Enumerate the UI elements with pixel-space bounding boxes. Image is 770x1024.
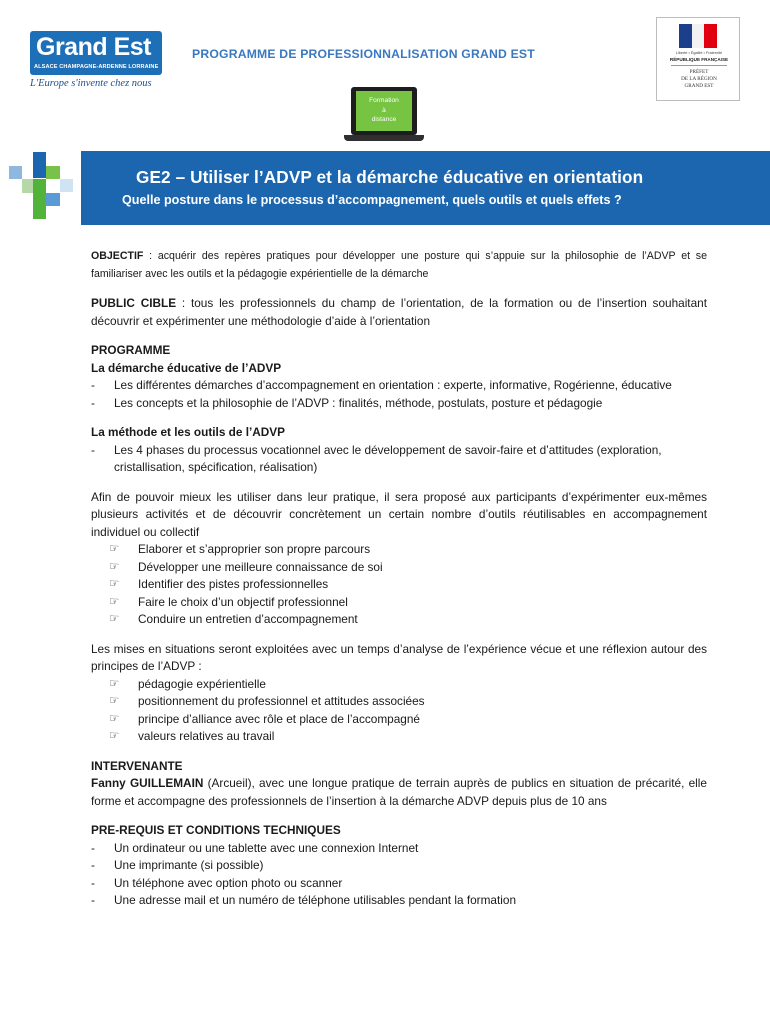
logo-tagline: L'Europe s'invente chez nous (30, 78, 152, 89)
deco-square (33, 152, 46, 178)
list-item (109, 711, 707, 729)
logo-sub-text: ALSACE CHAMPAGNE-ARDENNE LORRAINE (34, 64, 159, 70)
list-item-text: pédagogie expérientielle (138, 676, 266, 691)
prefet-name-line: GRAND EST (684, 83, 714, 89)
prefet-name-line: DE LA RÉGION (681, 76, 717, 82)
activities-list (109, 541, 707, 629)
programme-paragraph-2: Les mises en situations seront exploitées avec un temps d’analyse de l’expérience vécue et une réflexion autour des principes de l’ADVP : (91, 641, 707, 673)
pointing-hand-icon: ☞ (109, 613, 120, 625)
laptop-icon (344, 87, 424, 145)
list-item (109, 693, 707, 711)
list-item-text: Elaborer et s’approprier son propre parcours (138, 542, 371, 556)
list-item: - Une adresse mail et un numéro de téléphone utilisables pendant la formation (91, 892, 707, 910)
list-item (109, 611, 707, 629)
section2-title: La méthode et les outils de l’ADVP (91, 425, 286, 439)
laptop-base (344, 135, 424, 141)
deco-square (9, 166, 22, 179)
list-item: - Les 4 phases du processus vocationnel avec le développement de savoir-faire et d’attitudes (exploration, cristallisation, spécification, réalisation) (91, 442, 707, 477)
list-item (109, 594, 707, 612)
deco-square (33, 179, 46, 219)
prefet-logo (656, 17, 740, 101)
list-item-text: Conduire un entretien d’accompagnement (138, 612, 358, 626)
pointing-hand-icon: ☞ (109, 695, 120, 707)
programme-title: PROGRAMME DE PROFESSIONNALISATION GRAND EST (192, 47, 535, 61)
pointing-hand-icon: ☞ (109, 543, 120, 555)
intervenante-name: Fanny GUILLEMAIN (91, 776, 204, 790)
deco-square (22, 179, 33, 193)
programme-heading: PROGRAMME (91, 343, 171, 357)
banner-title: GE2 – Utiliser l’ADVP et la démarche éducative en orientation (136, 167, 644, 187)
deco-square (46, 166, 60, 179)
prefet-name (657, 69, 741, 90)
prefet-divider (671, 65, 727, 66)
list-item (109, 676, 707, 694)
list-item: - Une imprimante (si possible) (91, 857, 707, 875)
list-item: - Un ordinateur ou une tablette avec une connexion Internet (91, 840, 707, 858)
pointing-hand-icon: ☞ (109, 677, 120, 690)
list-item-text: positionnement du professionnel et attitudes associées (138, 694, 425, 708)
objectif-text: : acquérir des repères pratiques pour développer une posture qui s’appuie sur la philosophie de l’ADVP et se familiariser avec les outils et la pédagogie expérientielle de la démarche (91, 250, 707, 280)
list-item (109, 541, 707, 559)
deco-square (46, 193, 60, 206)
public-paragraph (91, 295, 707, 330)
section1-title: La démarche éducative de l’ADVP (91, 360, 282, 375)
pointing-hand-icon: ☞ (109, 730, 120, 742)
list-item (109, 576, 707, 594)
marianne-flag-icon (679, 24, 717, 48)
list-item: - Un téléphone avec option photo ou scanner (91, 875, 707, 893)
prefet-name-line: PRÉFET (689, 69, 709, 75)
list-item-text: valeurs relatives au travail (138, 729, 275, 743)
prerequis-heading: PRE-REQUIS ET CONDITIONS TECHNIQUES (91, 823, 341, 837)
programme-paragraph-1: Afin de pouvoir mieux les utiliser dans leur pratique, il sera proposé aux participants d’expérimenter eux-mêmes plusieurs activités et de découvrir concrètement un certain nombre d’outils réutilisables en accompagnement individuel ou collectif (91, 489, 707, 539)
list-item: - Les différentes démarches d’accompagnement en orientation : experte, informative, Rogérienne, éducative (91, 377, 707, 395)
intervenante-paragraph (91, 775, 707, 810)
intervenante-heading: INTERVENANTE (91, 758, 183, 773)
list-item-text: Développer une meilleure connaissance de soi (138, 559, 383, 574)
list-item-text: Faire le choix d’un objectif professionnel (138, 594, 348, 609)
list-item (109, 728, 707, 746)
prerequis-list (91, 840, 707, 910)
principles-list (109, 676, 707, 746)
laptop-display (356, 91, 412, 131)
pointing-hand-icon: ☞ (109, 578, 120, 590)
banner-subtitle: Quelle posture dans le processus d’accompagnement, quels outils et quels effets ? (122, 193, 622, 207)
list-item (109, 559, 707, 577)
public-text: : tous les professionnels du champ de l’orientation, de la formation ou de l’insertion souhaitant découvrir et expérimenter une méthodologie d’aide à l’orientation (91, 296, 707, 328)
laptop-text-line: à (382, 106, 386, 114)
list-item: - Les concepts et la philosophie de l’ADVP : finalités, méthode, postulats, posture et pédagogie (91, 395, 707, 413)
public-label: PUBLIC CIBLE (91, 296, 177, 310)
prefet-motto: Liberté • Égalité • Fraternité (675, 51, 723, 55)
logo-main-text: Grand Est (36, 33, 151, 61)
prefet-republic: RÉPUBLIQUE FRANÇAISE (669, 57, 729, 62)
intervenante-text: (Arcueil), avec une longue pratique de terrain auprès de publics en situation de précarité, elle forme et accompagne des professionnels de l’insertion à la démarche ADVP depuis plus de 10 ans (91, 776, 707, 808)
title-banner (81, 151, 770, 225)
list-item-text: principe d’alliance avec rôle et place de l’accompagné (138, 711, 420, 726)
laptop-text-line: distance (371, 116, 397, 123)
decorative-squares (0, 0, 82, 230)
section1-list (91, 377, 707, 412)
laptop-text-line: Formation (369, 97, 399, 104)
deco-square (60, 179, 73, 192)
pointing-hand-icon: ☞ (109, 560, 120, 573)
pointing-hand-icon: ☞ (109, 595, 120, 608)
main-content (91, 248, 707, 910)
section2-list (91, 442, 707, 477)
pointing-hand-icon: ☞ (109, 712, 120, 725)
list-item-text: Identifier des pistes professionnelles (138, 577, 329, 591)
objectif-label: OBJECTIF (91, 250, 144, 262)
objectif-paragraph (91, 248, 707, 283)
